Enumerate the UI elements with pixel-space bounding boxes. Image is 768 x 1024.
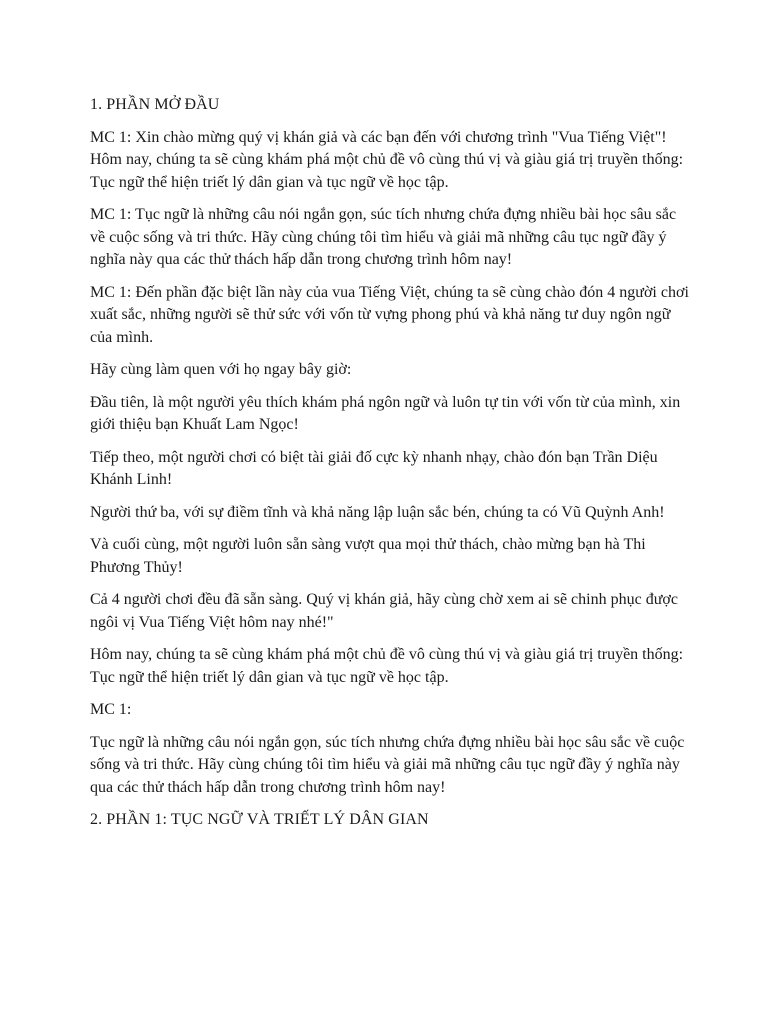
paragraph-proverbs-repeat: Tục ngữ là những câu nói ngắn gọn, súc tích nhưng chứa đựng nhiều bài học sâu sắc về cuộc sống và tri thức. Hãy cùng chúng tôi tìm hiểu và giải mã những câu tục ngữ đầy ý nghĩa này qua các thử thách hấp dẫn trong chương trình hôm nay! xyxy=(90,733,685,796)
paragraph-meet-players: Hãy cùng làm quen với họ ngay bây giờ: xyxy=(90,361,352,378)
paragraph-proverbs-intro: MC 1: Tục ngữ là những câu nói ngắn gọn, súc tích nhưng chứa đựng nhiều bài học sâu sắc về cuộc sống và tri thức. Hãy cùng chúng tôi tìm hiểu và giải mã những câu tục ngữ đầy ý nghĩa này qua các thử thách hấp dẫn trong chương trình hôm nay! xyxy=(90,206,677,268)
document-page xyxy=(90,94,690,842)
paragraph-player-3: Người thứ ba, với sự điềm tĩnh và khả năng lập luận sắc bén, chúng ta có Vũ Quỳnh Anh! xyxy=(90,503,665,521)
paragraph-player-2: Tiếp theo, một người chơi có biệt tài giải đố cực kỳ nhanh nhạy, chào đón bạn Trần Diệu Khánh Linh! xyxy=(90,448,658,488)
paragraph-welcome: MC 1: Xin chào mừng quý vị khán giả và các bạn đến với chương trình "Vua Tiếng Việt"! Hôm nay, chúng ta sẽ cùng khám phá một chủ đề vô cùng thú vị và giàu giá trị truyền thống: Tục ngữ thể hiện triết lý dân gian và tục ngữ về học tập. xyxy=(90,128,684,191)
paragraph-player-1: Đầu tiên, là một người yêu thích khám phá ngôn ngữ và luôn tự tin với vốn từ của mình, xin giới thiệu bạn Khuất Lam Ngọc! xyxy=(90,393,681,433)
section-heading-part1: 2. PHẦN 1: TỤC NGỮ VÀ TRIẾT LÝ DÂN GIAN xyxy=(90,811,429,828)
paragraph-special-round: MC 1: Đến phần đặc biệt lần này của vua Tiếng Việt, chúng ta sẽ cùng chào đón 4 người chơi xuất sắc, những người sẽ thử sức với vốn từ vựng phong phú và khả năng tư duy ngôn ngữ của mình. xyxy=(90,283,689,346)
paragraph-players-ready: Cả 4 người chơi đều đã sẵn sàng. Quý vị khán giả, hãy cùng chờ xem ai sẽ chinh phục được ngôi vị Vua Tiếng Việt hôm nay nhé!" xyxy=(90,591,678,631)
paragraph-topic-repeat: Hôm nay, chúng ta sẽ cùng khám phá một chủ đề vô cùng thú vị và giàu giá trị truyền thống: Tục ngữ thể hiện triết lý dân gian và tục ngữ về học tập. xyxy=(90,646,684,686)
paragraph-player-4: Và cuối cùng, một người luôn sẵn sàng vượt qua mọi thử thách, chào mừng bạn hà Thi Phương Thủy! xyxy=(90,536,646,576)
section-heading-intro: 1. PHẦN MỞ ĐẦU xyxy=(90,96,220,113)
paragraph-mc-label: MC 1: xyxy=(90,701,132,718)
